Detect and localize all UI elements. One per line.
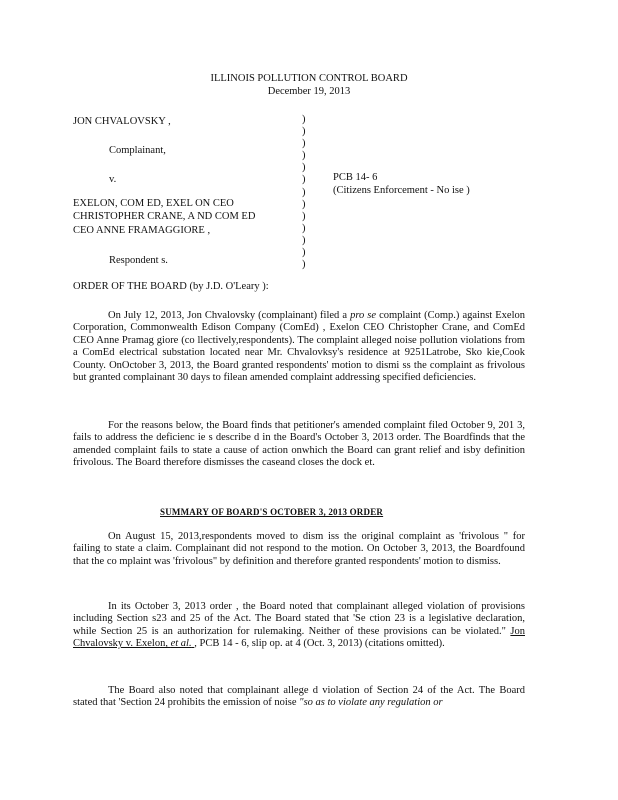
complainant-role: Complainant, <box>109 145 166 156</box>
caption-paren: ) <box>302 222 306 234</box>
agency-title: ILLINOIS POLLUTION CONTROL BOARD <box>210 73 408 84</box>
paragraph-prior-dismissal: On August 15, 2013,respondents moved to dism iss the original complaint as 'frivolous " for failing to state a claim. Complainant did not respond to the motion. On October 3, 2013, the Boardfound that the co mplaint was 'frivolous" by definition and therefore granted respondents' motion to dismiss. <box>73 531 525 567</box>
caption-parens <box>302 114 312 271</box>
case-number: PCB 14- 6 <box>333 172 378 183</box>
caption-paren: ) <box>302 247 306 259</box>
caption-paren: ) <box>302 138 306 150</box>
caption-paren: ) <box>302 150 306 162</box>
complainant-name: JON CHVALOVSKY , <box>73 116 171 127</box>
paragraph-text: On July 12, 2013, Jon Chvalovsky (complainant) filed a <box>108 310 348 321</box>
paragraph-section-24 <box>73 685 525 710</box>
caption-paren: ) <box>302 174 306 186</box>
paragraph-text: The Board also noted that complainant allege d violation of Section 24 of the Act. The Board stated that 'Section 24 prohibits the emission of noise <box>73 685 525 709</box>
versus: v. <box>109 174 117 185</box>
paragraph-background <box>73 310 525 384</box>
paragraph-findings: For the reasons below, the Board finds that petitioner's amended complaint filed October 9, 201 3, fails to address the deficienc ie s describe d in the Board's October 3, 2013 order. The Boardfinds that the amended complaint fails to state a cause of action onwhich the Board can grant relief and isby definition frivolous. The Board therefore dismisses the caseand closes the dock et. <box>73 420 525 469</box>
order-date: December 19, 2013 <box>267 86 351 97</box>
respondent-line-3: CEO ANNE FRAMAGGIORE , <box>73 225 211 236</box>
paragraph-text: complaint (Comp.) against Exelon Corporation, Commonwealth Edison Company (ComEd) , Exelon CEO Christopher Crane, and ComEd CEO Anne Pramag giore (co llectively,respondents). The complaint alleged noise pollution violations from a ComEd electrical substation located near Mr. Chvalovksy's residence at 9251Latrobe, Sko kie,Cook County. OnOctober 3, 2013, the Board granted respondents' motion to dismi ss the complaint as frivolous but granted complainant 30 days to filean amended complaint addressing specified deficiencies. <box>73 310 526 384</box>
summary-heading: SUMMARY OF BOARD'S OCTOBER 3, 2013 ORDER <box>160 507 384 517</box>
caption-paren: ) <box>302 114 306 125</box>
caption-paren: ) <box>302 210 306 222</box>
caption-paren: ) <box>302 259 306 271</box>
respondent-line-2: CHRISTOPHER CRANE, A ND COM ED <box>73 211 256 222</box>
case-type: (Citizens Enforcement - No ise ) <box>333 185 470 196</box>
caption-paren: ) <box>302 186 306 198</box>
caption-paren: ) <box>302 162 306 174</box>
pro-se-term: pro se <box>350 310 377 321</box>
order-heading: ORDER OF THE BOARD (by J.D. O'Leary ): <box>73 281 269 292</box>
case-citation-etal: et al. <box>170 638 192 650</box>
case-citation-name: Jon Chvalovsky v. Exelon, <box>73 625 525 650</box>
paragraph-prior-order <box>73 601 525 651</box>
caption-paren: ) <box>302 126 306 138</box>
caption-paren: ) <box>302 198 306 210</box>
paragraph-text: , PCB 14 - 6, slip op. at 4 (Oct. 3, 2013) (citations omitted). <box>194 638 445 650</box>
paragraph-text: In its October 3, 2013 order , the Board noted that complainant alleged violation of provisions including Section s23 and 25 of the Act. The Board stated that 'Se ction 23 is a legislative declaration, while Section 25 is an authorization for rulemaking. Neither of these provisions can be violated." <box>73 601 525 637</box>
respondent-line-1: EXELON, COM ED, EXEL ON CEO <box>73 198 234 209</box>
respondent-role: Respondent s. <box>109 255 168 266</box>
quoted-statute: "so as to violate any regulation or <box>299 697 443 709</box>
caption-paren: ) <box>302 234 306 246</box>
